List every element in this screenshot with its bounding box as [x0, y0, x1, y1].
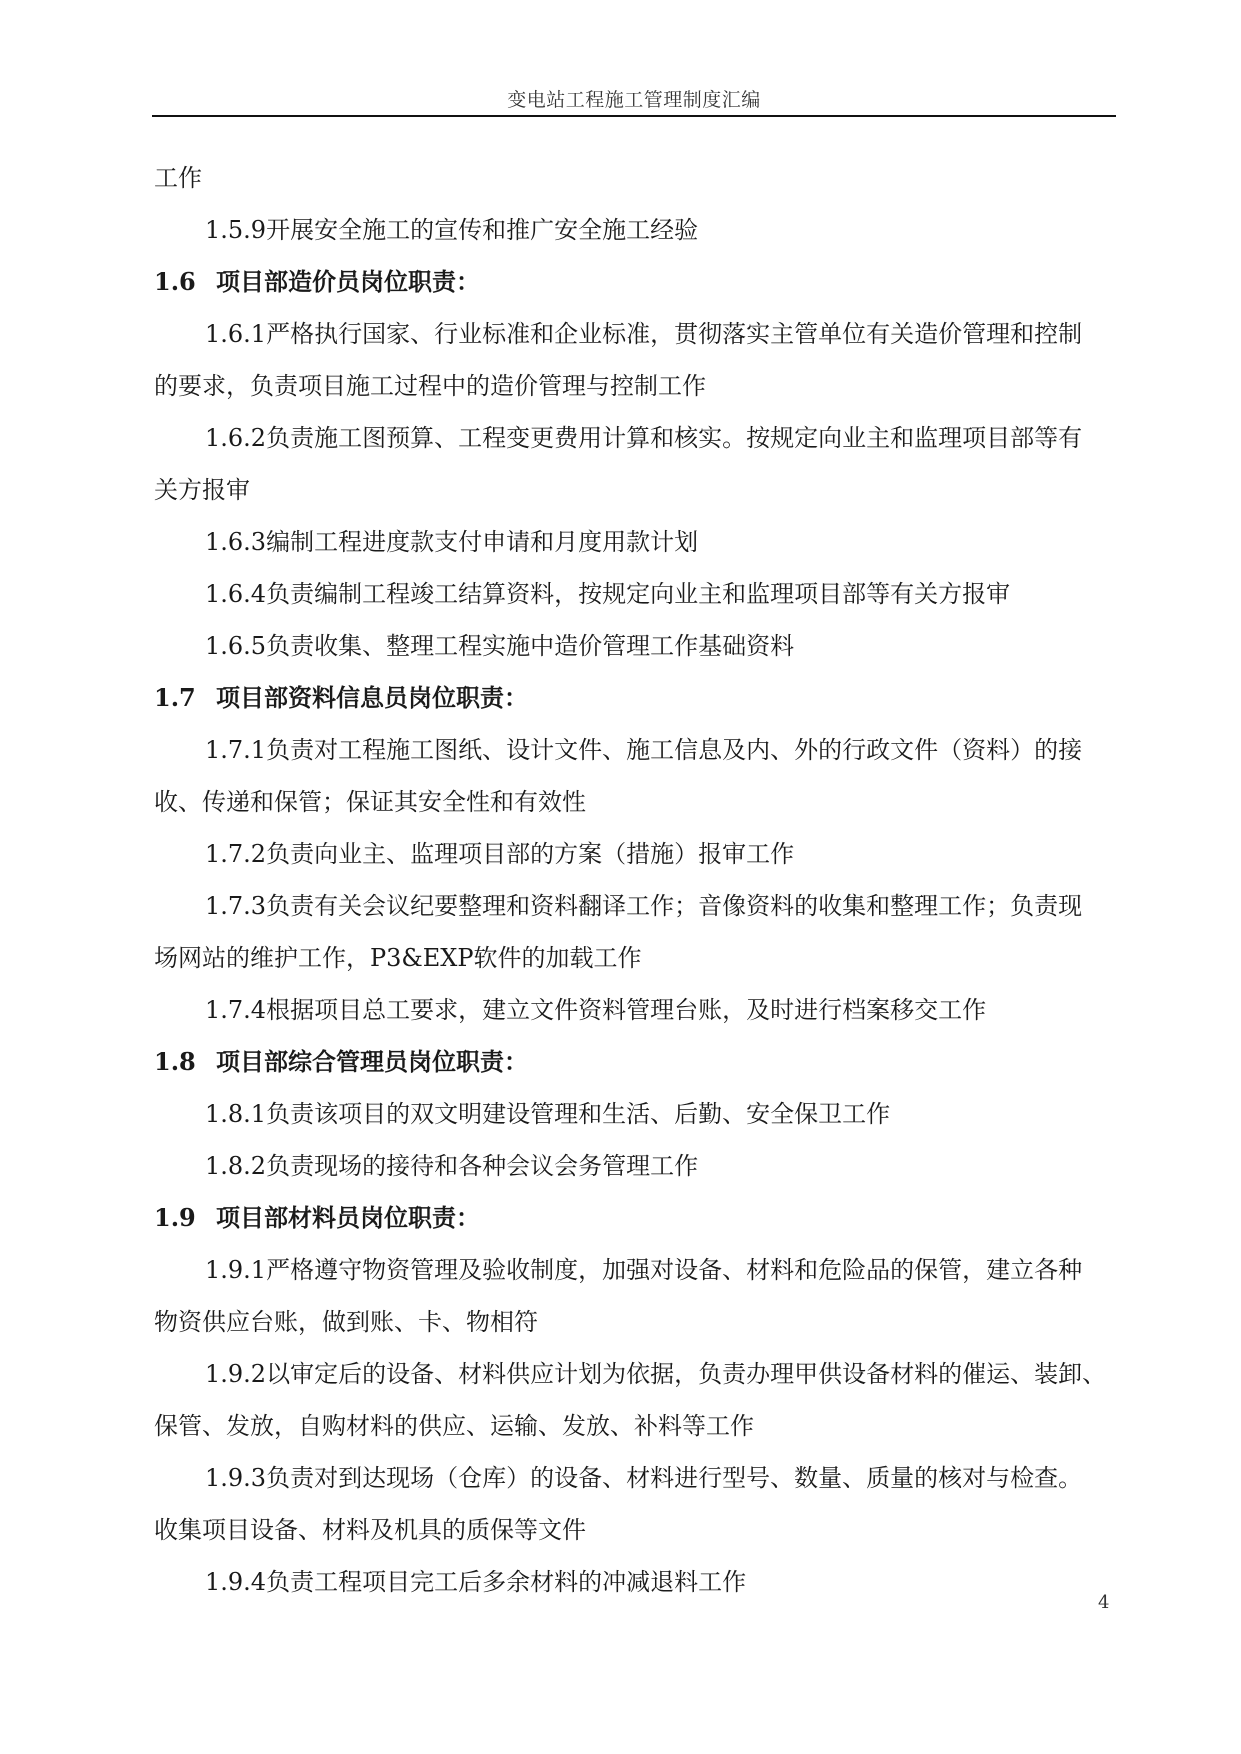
body-line: 工作 — [154, 164, 202, 192]
body-line: 场网站的维护工作，P3&EXP软件的加载工作 — [154, 944, 642, 972]
body-line: 收、传递和保管；保证其安全性和有效性 — [154, 788, 586, 816]
body-line: 1.6.2负责施工图预算、工程变更费用计算和核实。按规定向业主和监理项目部等有 — [205, 424, 1083, 452]
body-line: 物资供应台账，做到账、卡、物相符 — [154, 1308, 538, 1336]
section-title: 项目部造价员岗位职责： — [216, 267, 480, 296]
section-heading — [154, 264, 1114, 316]
body-line: 1.8.1负责该项目的双文明建设管理和生活、后勤、安全保卫工作 — [205, 1100, 891, 1128]
section-heading — [154, 680, 1114, 732]
section-title: 项目部综合管理员岗位职责： — [216, 1047, 528, 1076]
body-line: 关方报审 — [154, 476, 250, 504]
header-rule — [152, 115, 1116, 117]
section-number: 1.6 — [154, 267, 196, 296]
body-line: 1.6.4负责编制工程竣工结算资料，按规定向业主和监理项目部等有关方报审 — [205, 580, 1011, 608]
body-line: 1.9.4负责工程项目完工后多余材料的冲减退料工作 — [205, 1568, 747, 1596]
body-line: 1.6.3编制工程进度款支付申请和月度用款计划 — [205, 528, 699, 556]
body-line: 1.8.2负责现场的接待和各种会议会务管理工作 — [205, 1152, 699, 1180]
body-line: 1.9.3负责对到达现场（仓库）的设备、材料进行型号、数量、质量的核对与检查。 — [205, 1464, 1083, 1492]
body-line: 1.7.4根据项目总工要求，建立文件资料管理台账，及时进行档案移交工作 — [205, 996, 987, 1024]
body-line: 1.9.2以审定后的设备、材料供应计划为依据，负责办理甲供设备材料的催运、装卸、 — [205, 1360, 1107, 1388]
body-line: 1.5.9开展安全施工的宣传和推广安全施工经验 — [205, 216, 699, 244]
body-line: 保管、发放，自购材料的供应、运输、发放、补料等工作 — [154, 1412, 754, 1440]
section-number: 1.9 — [154, 1203, 196, 1232]
section-number: 1.7 — [154, 683, 196, 712]
body-line: 1.7.1负责对工程施工图纸、设计文件、施工信息及内、外的行政文件（资料）的接 — [205, 736, 1083, 764]
page-number: 4 — [1098, 1592, 1110, 1613]
section-number: 1.8 — [154, 1047, 196, 1076]
body-line: 1.7.3负责有关会议纪要整理和资料翻译工作；音像资料的收集和整理工作；负责现 — [205, 892, 1083, 920]
section-title: 项目部材料员岗位职责： — [216, 1203, 480, 1232]
body-line: 的要求，负责项目施工过程中的造价管理与控制工作 — [154, 372, 706, 400]
body-line: 1.7.2负责向业主、监理项目部的方案（措施）报审工作 — [205, 840, 795, 868]
document-body — [154, 160, 1114, 1616]
section-heading — [154, 1044, 1114, 1096]
body-line: 1.9.1严格遵守物资管理及验收制度，加强对设备、材料和危险品的保管，建立各种 — [205, 1256, 1083, 1284]
section-title: 项目部资料信息员岗位职责： — [216, 683, 528, 712]
body-line: 1.6.1严格执行国家、行业标准和企业标准，贯彻落实主管单位有关造价管理和控制 — [205, 320, 1083, 348]
body-line: 收集项目设备、材料及机具的质保等文件 — [154, 1516, 586, 1544]
section-heading — [154, 1200, 1114, 1252]
body-line: 1.6.5负责收集、整理工程实施中造价管理工作基础资料 — [205, 632, 795, 660]
running-header: 变电站工程施工管理制度汇编 — [507, 89, 761, 111]
